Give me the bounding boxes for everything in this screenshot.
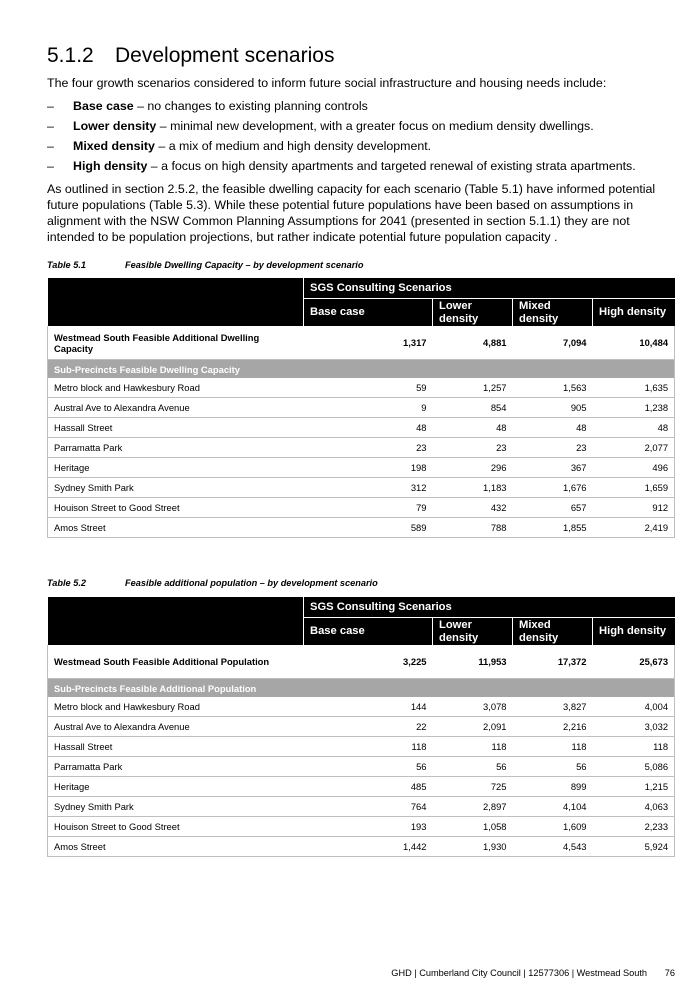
row-value: 56 [433,757,513,777]
row-value: 1,215 [593,777,675,797]
table-caption [47,260,363,270]
table-row [48,817,675,837]
row-value: 905 [513,398,593,418]
sub-header: Sub-Precincts Feasible Additional Population [48,679,675,698]
table-row [48,837,675,857]
row-value: 4,543 [513,837,593,857]
total-value: 4,881 [433,326,513,360]
total-value: 17,372 [513,645,593,679]
row-value: 4,004 [593,697,675,717]
row-value: 198 [304,458,433,478]
table-row [48,418,675,438]
row-value: 3,032 [593,717,675,737]
row-value: 725 [433,777,513,797]
row-value: 5,924 [593,837,675,857]
table-number: Table 5.1 [47,260,86,270]
table-row [48,478,675,498]
total-label: Westmead South Feasible Additional Population [48,645,304,679]
row-value: 1,930 [433,837,513,857]
bullet-desc: – minimal new development, with a greater focus on medium density dwellings. [156,119,594,133]
row-value: 4,104 [513,797,593,817]
bullet-desc: – no changes to existing planning controls [133,99,368,113]
table-row [48,378,675,398]
table-number: Table 5.2 [47,578,86,588]
row-value: 118 [433,737,513,757]
row-value: 1,238 [593,398,675,418]
row-value: 496 [593,458,675,478]
row-name: Amos Street [48,518,304,538]
intro-text: The four growth scenarios considered to inform future social infrastructure and housing needs include: [47,76,607,90]
table-row [48,797,675,817]
total-value: 7,094 [513,326,593,360]
row-value: 118 [513,737,593,757]
row-name: Hassall Street [48,737,304,757]
table-title: Feasible Dwelling Capacity – by development scenario [125,260,364,270]
total-label: Westmead South Feasible Additional Dwelling Capacity [48,326,304,360]
row-value: 312 [304,478,433,498]
row-value: 1,563 [513,378,593,398]
page-number: 76 [664,968,675,978]
scenario-header: Mixed density [513,299,593,327]
scenario-header: Base case [304,299,433,327]
scenario-header: Lower density [433,618,513,646]
row-value: 56 [513,757,593,777]
total-value: 1,317 [304,326,433,360]
table-caption [47,578,378,588]
footer-text: GHD | Cumberland City Council | 12577306 | Westmead South [391,968,647,978]
bullet-term: Base case [73,99,134,113]
section-title: Development scenarios [115,44,335,67]
row-value: 144 [304,697,433,717]
group-header: SGS Consulting Scenarios [304,597,675,618]
table-row [48,398,675,418]
row-value: 2,216 [513,717,593,737]
bullet-desc: – a mix of medium and high density development. [154,139,432,153]
row-value: 2,091 [433,717,513,737]
row-value: 48 [593,418,675,438]
row-value: 56 [304,757,433,777]
row-value: 193 [304,817,433,837]
row-value: 5,086 [593,757,675,777]
header-blank [48,278,304,326]
table-row [48,498,675,518]
row-name: Metro block and Hawkesbury Road [48,697,304,717]
row-name: Parramatta Park [48,757,304,777]
scenario-header: High density [593,299,675,327]
table-row [48,777,675,797]
row-name: Amos Street [48,837,304,857]
row-name: Houison Street to Good Street [48,817,304,837]
section-heading [47,44,334,68]
row-value: 2,419 [593,518,675,538]
row-value: 1,676 [513,478,593,498]
sub-header-row [48,679,675,698]
list-item: – High density – a focus on high density apartments and targeted renewal of existing strata apartments. [47,159,636,173]
row-value: 48 [304,418,433,438]
row-value: 22 [304,717,433,737]
row-value: 1,058 [433,817,513,837]
row-value: 1,442 [304,837,433,857]
row-value: 1,855 [513,518,593,538]
row-name: Metro block and Hawkesbury Road [48,378,304,398]
page-footer [47,968,675,978]
row-name: Hassall Street [48,418,304,438]
row-name: Austral Ave to Alexandra Avenue [48,717,304,737]
bullet-desc: – a focus on high density apartments and targeted renewal of existing strata apartments. [147,159,636,173]
row-value: 2,233 [593,817,675,837]
scenario-list [47,99,673,179]
table-row [48,438,675,458]
scenario-header: Mixed density [513,618,593,646]
row-name: Sydney Smith Park [48,797,304,817]
list-item: – Mixed density – a mix of medium and high density development. [47,139,432,153]
total-value: 11,953 [433,645,513,679]
row-value: 764 [304,797,433,817]
row-name: Heritage [48,777,304,797]
bullet-term: Lower density [73,119,157,133]
section-number: 5.1.2 [47,44,94,67]
row-value: 48 [513,418,593,438]
total-row [48,326,675,360]
row-value: 657 [513,498,593,518]
row-value: 23 [304,438,433,458]
row-name: Houison Street to Good Street [48,498,304,518]
dwelling-capacity-table [47,278,675,538]
row-value: 1,635 [593,378,675,398]
scenario-header: High density [593,618,675,646]
row-value: 79 [304,498,433,518]
total-row [48,645,675,679]
table-row [48,717,675,737]
table-row [48,697,675,717]
row-name: Austral Ave to Alexandra Avenue [48,398,304,418]
row-value: 788 [433,518,513,538]
row-value: 367 [513,458,593,478]
bullet-term: Mixed density [73,139,155,153]
row-value: 1,183 [433,478,513,498]
row-value: 118 [304,737,433,757]
row-value: 296 [433,458,513,478]
row-name: Parramatta Park [48,438,304,458]
row-value: 23 [513,438,593,458]
row-value: 3,078 [433,697,513,717]
row-value: 432 [433,498,513,518]
bullet-term: High density [73,159,148,173]
row-value: 854 [433,398,513,418]
row-value: 2,077 [593,438,675,458]
additional-population-table [47,597,675,857]
scenario-header: Base case [304,618,433,646]
row-value: 485 [304,777,433,797]
header-blank [48,597,304,645]
row-value: 589 [304,518,433,538]
row-value: 48 [433,418,513,438]
row-value: 1,257 [433,378,513,398]
sub-header-row [48,360,675,379]
table-row [48,458,675,478]
row-value: 4,063 [593,797,675,817]
row-name: Sydney Smith Park [48,478,304,498]
row-value: 1,659 [593,478,675,498]
row-value: 912 [593,498,675,518]
row-value: 9 [304,398,433,418]
table-row [48,518,675,538]
row-name: Heritage [48,458,304,478]
row-value: 23 [433,438,513,458]
row-value: 899 [513,777,593,797]
row-value: 1,609 [513,817,593,837]
row-value: 3,827 [513,697,593,717]
total-value: 10,484 [593,326,675,360]
list-item: – Base case – no changes to existing planning controls [47,99,368,113]
table-row [48,737,675,757]
total-value: 25,673 [593,645,675,679]
row-value: 59 [304,378,433,398]
total-value: 3,225 [304,645,433,679]
table-title: Feasible additional population – by development scenario [125,578,378,588]
group-header: SGS Consulting Scenarios [304,278,675,299]
sub-header: Sub-Precincts Feasible Dwelling Capacity [48,360,675,379]
row-value: 2,897 [433,797,513,817]
list-item: – Lower density – minimal new development, with a greater focus on medium density dwellings. [47,119,594,133]
row-value: 118 [593,737,675,757]
body-paragraph: As outlined in section 2.5.2, the feasible dwelling capacity for each scenario (Table 5.1) have informed potential future populations (Table 5.3). While these potential future populations have been based on assumptions in alignment with the NSW Common Planning Assumptions for 2041 (presented in section 5.1.1) they are not intended to be population projections, but rather indicate potential future population capacity . [47,182,656,244]
table-row [48,757,675,777]
scenario-header: Lower density [433,299,513,327]
